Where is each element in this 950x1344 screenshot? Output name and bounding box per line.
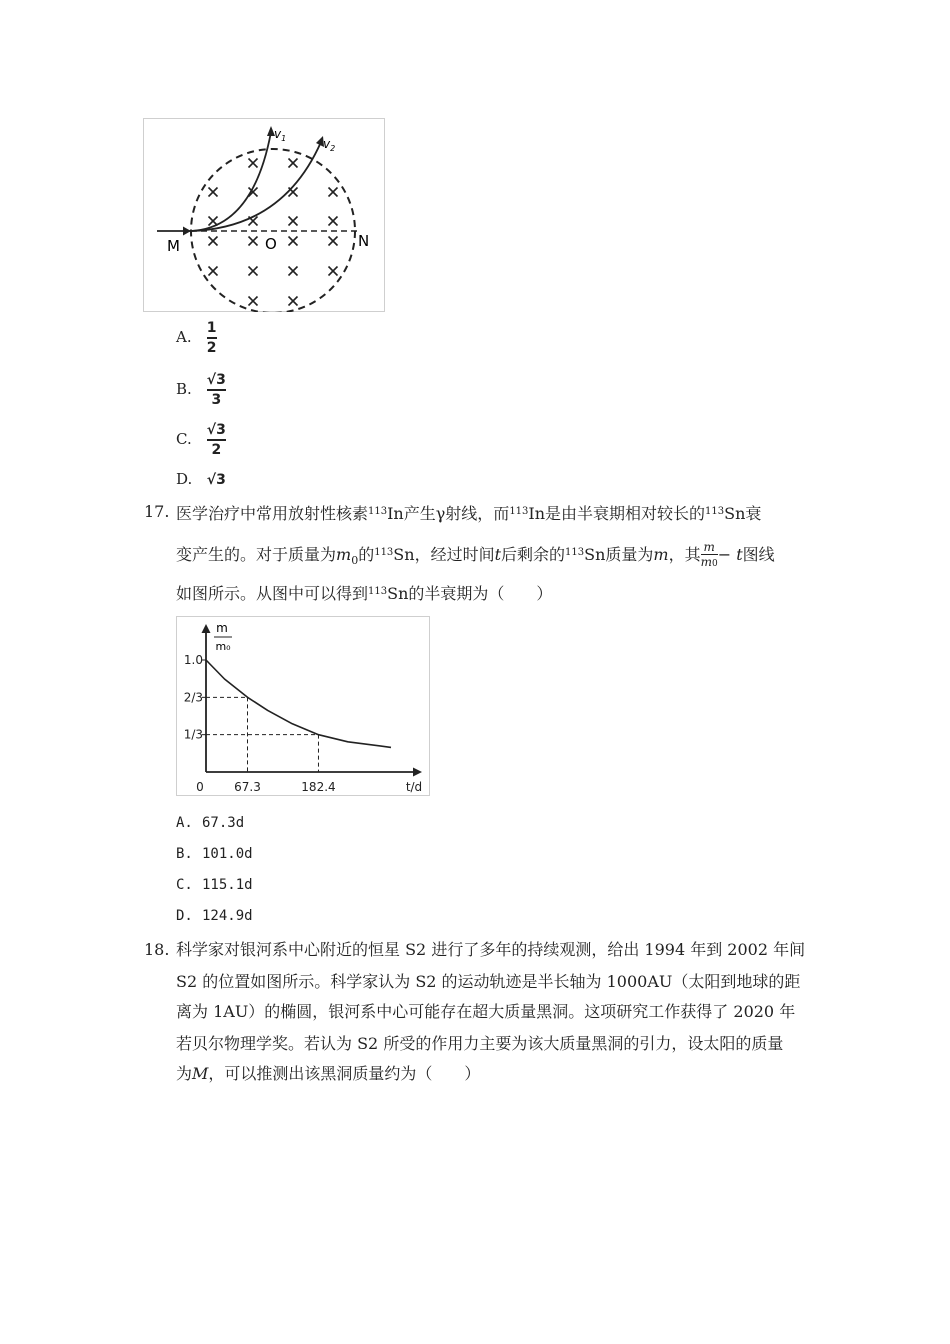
- fraction: [207, 372, 226, 408]
- text: 变产生的。对于质量为: [176, 545, 337, 564]
- var-t: t: [494, 545, 502, 564]
- point-n-label: N: [358, 232, 370, 250]
- magnetic-field-figure: [143, 118, 386, 312]
- question-number-17: 17.: [144, 502, 170, 521]
- q17-option-a[interactable]: [176, 813, 244, 831]
- q17-line-3: [176, 582, 552, 604]
- x-tick-label: 0: [196, 780, 204, 794]
- text: 是由半衰期相对较长的: [545, 504, 706, 523]
- numerator: √3: [206, 422, 226, 438]
- text: 医学治疗中常用放射性核素: [176, 504, 369, 523]
- var-M: M: [192, 1064, 209, 1083]
- text: 如图所示。从图中可以得到: [176, 584, 369, 603]
- text: ，其: [668, 545, 701, 564]
- x-tick-label: 67.3: [234, 780, 261, 794]
- y-tick-label: 1/3: [183, 727, 203, 742]
- denominator: 3: [211, 392, 222, 408]
- text: 图线: [742, 545, 775, 564]
- option-letter: B.: [176, 380, 192, 398]
- q17-option-c[interactable]: [176, 875, 253, 893]
- mass-number: 113: [368, 506, 388, 517]
- element-sn: Sn: [584, 545, 606, 564]
- subscript: 0: [351, 554, 359, 567]
- text: 的半衰期为（ ）: [408, 584, 553, 603]
- y-label-denominator: m₀: [215, 640, 231, 653]
- element-sn: Sn: [724, 504, 746, 523]
- question-number-18: 18.: [144, 940, 170, 959]
- option-letter: C.: [176, 877, 193, 893]
- option-letter: C.: [176, 430, 192, 448]
- point-m-label: M: [167, 237, 180, 255]
- decay-chart: [176, 616, 430, 796]
- q17-option-d[interactable]: [176, 906, 253, 924]
- x-tick-label: 182.4: [301, 780, 336, 794]
- text: 质量为: [605, 545, 654, 564]
- denominator: 2: [206, 340, 217, 356]
- option-text: 101.0d: [202, 846, 253, 862]
- element-in: In: [387, 504, 404, 523]
- q18-line-4: 若贝尔物理学奖。若认为 S2 所受的作用力主要为该大质量黑洞的引力，设太阳的质量: [176, 1034, 784, 1053]
- mass-number: 113: [509, 506, 529, 517]
- text: ，经过时间: [414, 545, 495, 564]
- point-o-label: O: [265, 235, 277, 253]
- element-in: In: [528, 504, 546, 523]
- option-text: 124.9d: [202, 908, 253, 924]
- minus-t: − t: [717, 545, 743, 564]
- mass-number: 113: [368, 586, 388, 597]
- option-letter: B.: [176, 846, 193, 862]
- x-axis-label: t/d: [405, 780, 423, 794]
- y-label-numerator: m: [216, 621, 228, 635]
- element-sn: Sn: [393, 545, 415, 564]
- element-sn: Sn: [387, 584, 409, 603]
- option-letter: A.: [176, 328, 192, 346]
- option-text: 67.3d: [202, 815, 245, 831]
- denominator: 2: [211, 442, 222, 458]
- q16-option-d[interactable]: [176, 470, 226, 488]
- text: 衰: [745, 504, 762, 523]
- text: 产生γ射线，而: [403, 504, 510, 523]
- q18-line-3: 离为 1AU）的椭圆，银河系中心可能存在超大质量黑洞。这项研究工作获得了 2020 年: [176, 1002, 796, 1021]
- decay-chart-svg: [176, 616, 430, 796]
- q17-option-b[interactable]: [176, 844, 253, 862]
- y-tick-label: 1.0: [183, 653, 203, 667]
- numerator: √3: [206, 372, 226, 388]
- y-tick-label: 2/3: [183, 690, 203, 705]
- magnetic-field-diagram: [143, 118, 386, 312]
- q16-option-c[interactable]: [176, 422, 226, 458]
- numerator: m: [703, 540, 715, 554]
- text: 为: [176, 1064, 193, 1083]
- v2-label: $v_2$: [323, 137, 336, 153]
- q16-option-b[interactable]: [176, 372, 226, 408]
- m-over-m0-fraction: [701, 540, 718, 571]
- q16-option-a[interactable]: [176, 320, 217, 356]
- text: 的: [358, 545, 375, 564]
- text: 后剩余的: [501, 545, 566, 564]
- option-value: √3: [206, 472, 226, 488]
- q18-line-1: 科学家对银河系中心附近的恒星 S2 进行了多年的持续观测，给出 1994 年到 2002 年间: [176, 940, 806, 959]
- option-text: 115.1d: [202, 877, 253, 893]
- numerator: 1: [206, 320, 217, 336]
- text: ，可以推测出该黑洞质量约为（ ）: [208, 1064, 481, 1083]
- option-letter: D.: [176, 908, 193, 924]
- q18-line-2: S2 的位置如图所示。科学家认为 S2 的运动轨迹是半长轴为 1000AU（太阳到地球的距: [176, 972, 801, 991]
- v1-label: $v_1$: [274, 127, 287, 143]
- mass-number: 113: [705, 506, 725, 517]
- var-m: m: [653, 545, 669, 564]
- subscript: 0: [711, 559, 718, 569]
- mass-number: 113: [565, 547, 585, 558]
- q17-line-2: [176, 540, 775, 571]
- fraction: [207, 320, 217, 356]
- denominator: m: [700, 555, 712, 569]
- option-letter: D.: [176, 470, 193, 488]
- q18-line-5: [176, 1064, 480, 1084]
- q17-line-1: [176, 502, 761, 524]
- var-m0: m: [336, 545, 352, 564]
- mass-number: 113: [374, 547, 394, 558]
- fraction: [207, 422, 226, 458]
- option-letter: A.: [176, 815, 193, 831]
